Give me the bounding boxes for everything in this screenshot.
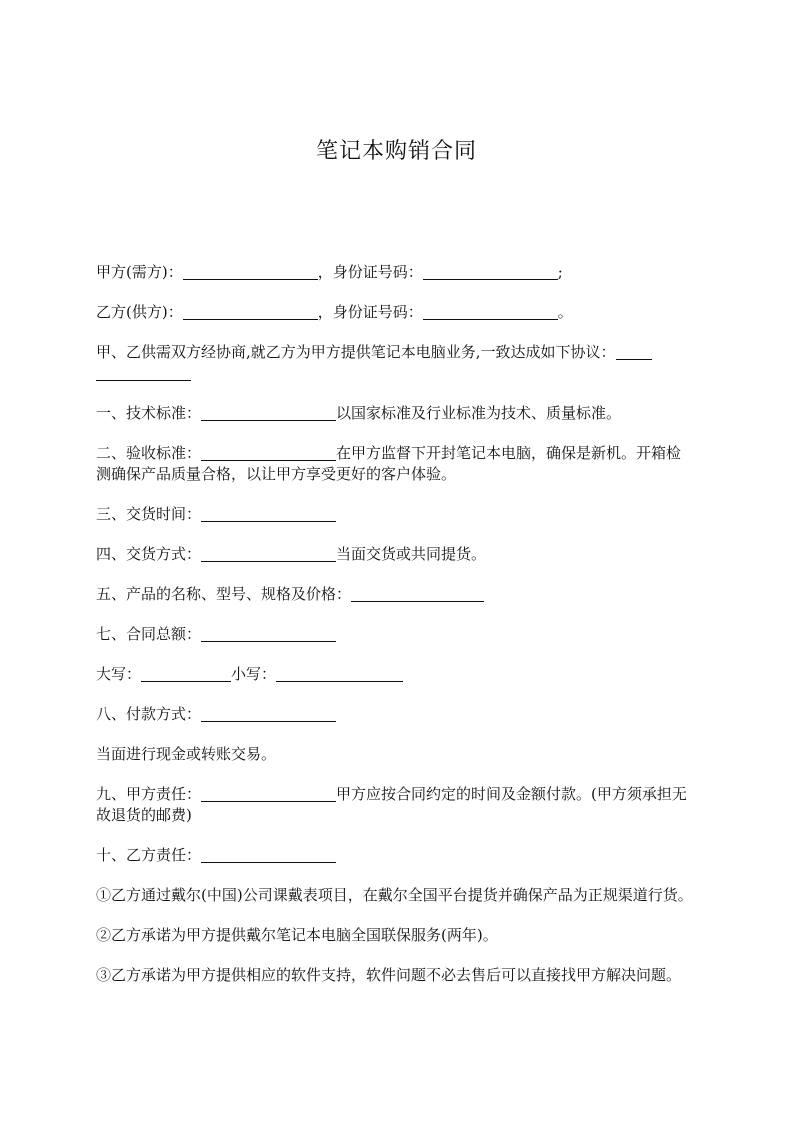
delivery-method-text: 当面交货或共同提货。 [336, 545, 487, 563]
party-b-duty-label: 十、乙方责任： [96, 846, 202, 864]
total-label: 七、合同总额： [96, 625, 202, 643]
party-a-duty-text: 甲方应按合同约定的时间及金额付款。(甲方须承担无故退货的邮费) [96, 785, 687, 824]
party-b-id-blank[interactable] [423, 304, 558, 320]
section-tech [96, 403, 696, 424]
delivery-method-label: 四、交货方式： [96, 545, 202, 563]
section-party-b-duty [96, 845, 696, 866]
amount-lower-blank[interactable] [276, 666, 403, 682]
party-a-duty-blank[interactable] [201, 786, 336, 802]
payment-label: 八、付款方式： [96, 705, 202, 723]
product-blank[interactable] [351, 586, 484, 602]
section-total [96, 624, 696, 645]
party-a-name-blank[interactable] [183, 264, 318, 280]
delivery-time-label: 三、交货时间： [96, 505, 202, 523]
party-a-id-blank[interactable] [423, 264, 558, 280]
contract-body [96, 262, 696, 1005]
delivery-time-blank[interactable] [201, 506, 336, 522]
tech-text: 以国家标准及行业标准为技术、质量标准。 [336, 404, 622, 422]
payment-note: 当面进行现金或转账交易。 [96, 745, 277, 763]
party-a-line [96, 262, 696, 283]
party-b-duty-blank[interactable] [201, 847, 336, 863]
duty-item-3: ③乙方承诺为甲方提供相应的软件支持，软件问题不必去售后可以直接找甲方解决问题。 [96, 966, 682, 984]
party-b-id-label: ，身份证号码： [317, 303, 423, 321]
delivery-method-blank[interactable] [201, 546, 336, 562]
tech-blank[interactable] [201, 405, 336, 421]
section-accept [96, 443, 696, 485]
party-b-end: 。 [557, 303, 573, 321]
accept-blank[interactable] [201, 445, 336, 461]
product-label: 五、产品的名称、型号、规格及价格： [96, 585, 352, 603]
party-b-line [96, 302, 696, 323]
accept-text: 在甲方监督下开封笔记本电脑，确保是新机。开箱检测确保产品质量合格，以让甲方享受更好的客户体验。 [96, 444, 682, 483]
section-payment [96, 704, 696, 725]
section-delivery-method [96, 544, 696, 565]
accept-label: 二、验收标准： [96, 444, 202, 462]
page-title: 笔记本购销合同 [315, 139, 477, 164]
tech-label: 一、技术标准： [96, 404, 202, 422]
party-a-end: ; [557, 263, 563, 281]
party-b-name-blank[interactable] [183, 304, 318, 320]
intro-paragraph [96, 342, 696, 384]
amount-lower-label: 小写： [231, 665, 277, 683]
intro-blank-1[interactable] [616, 344, 652, 360]
section-amount [96, 664, 696, 685]
section-delivery-time [96, 504, 696, 525]
intro-blank-2[interactable] [96, 365, 191, 381]
duty-item-1: ①乙方通过戴尔(中国)公司课戴表项目，在戴尔全国平台提货并确保产品为正规渠道行货。 [96, 886, 693, 904]
payment-blank[interactable] [201, 706, 336, 722]
section-party-a-duty [96, 784, 696, 826]
duty-item-2: ②乙方承诺为甲方提供戴尔笔记本电脑全国联保服务(两年)。 [96, 926, 498, 944]
amount-upper-blank[interactable] [141, 666, 231, 682]
party-a-id-label: ，身份证号码： [317, 263, 423, 281]
party-a-label: 甲方(需方)： [96, 263, 183, 281]
party-b-label: 乙方(供方)： [96, 303, 183, 321]
intro-text: 甲、乙供需双方经协商,就乙方为甲方提供笔记本电脑业务,一致达成如下协议： [96, 343, 616, 361]
total-blank[interactable] [201, 626, 336, 642]
section-product [96, 584, 696, 605]
party-a-duty-label: 九、甲方责任： [96, 785, 202, 803]
amount-upper-label: 大写： [96, 665, 142, 683]
